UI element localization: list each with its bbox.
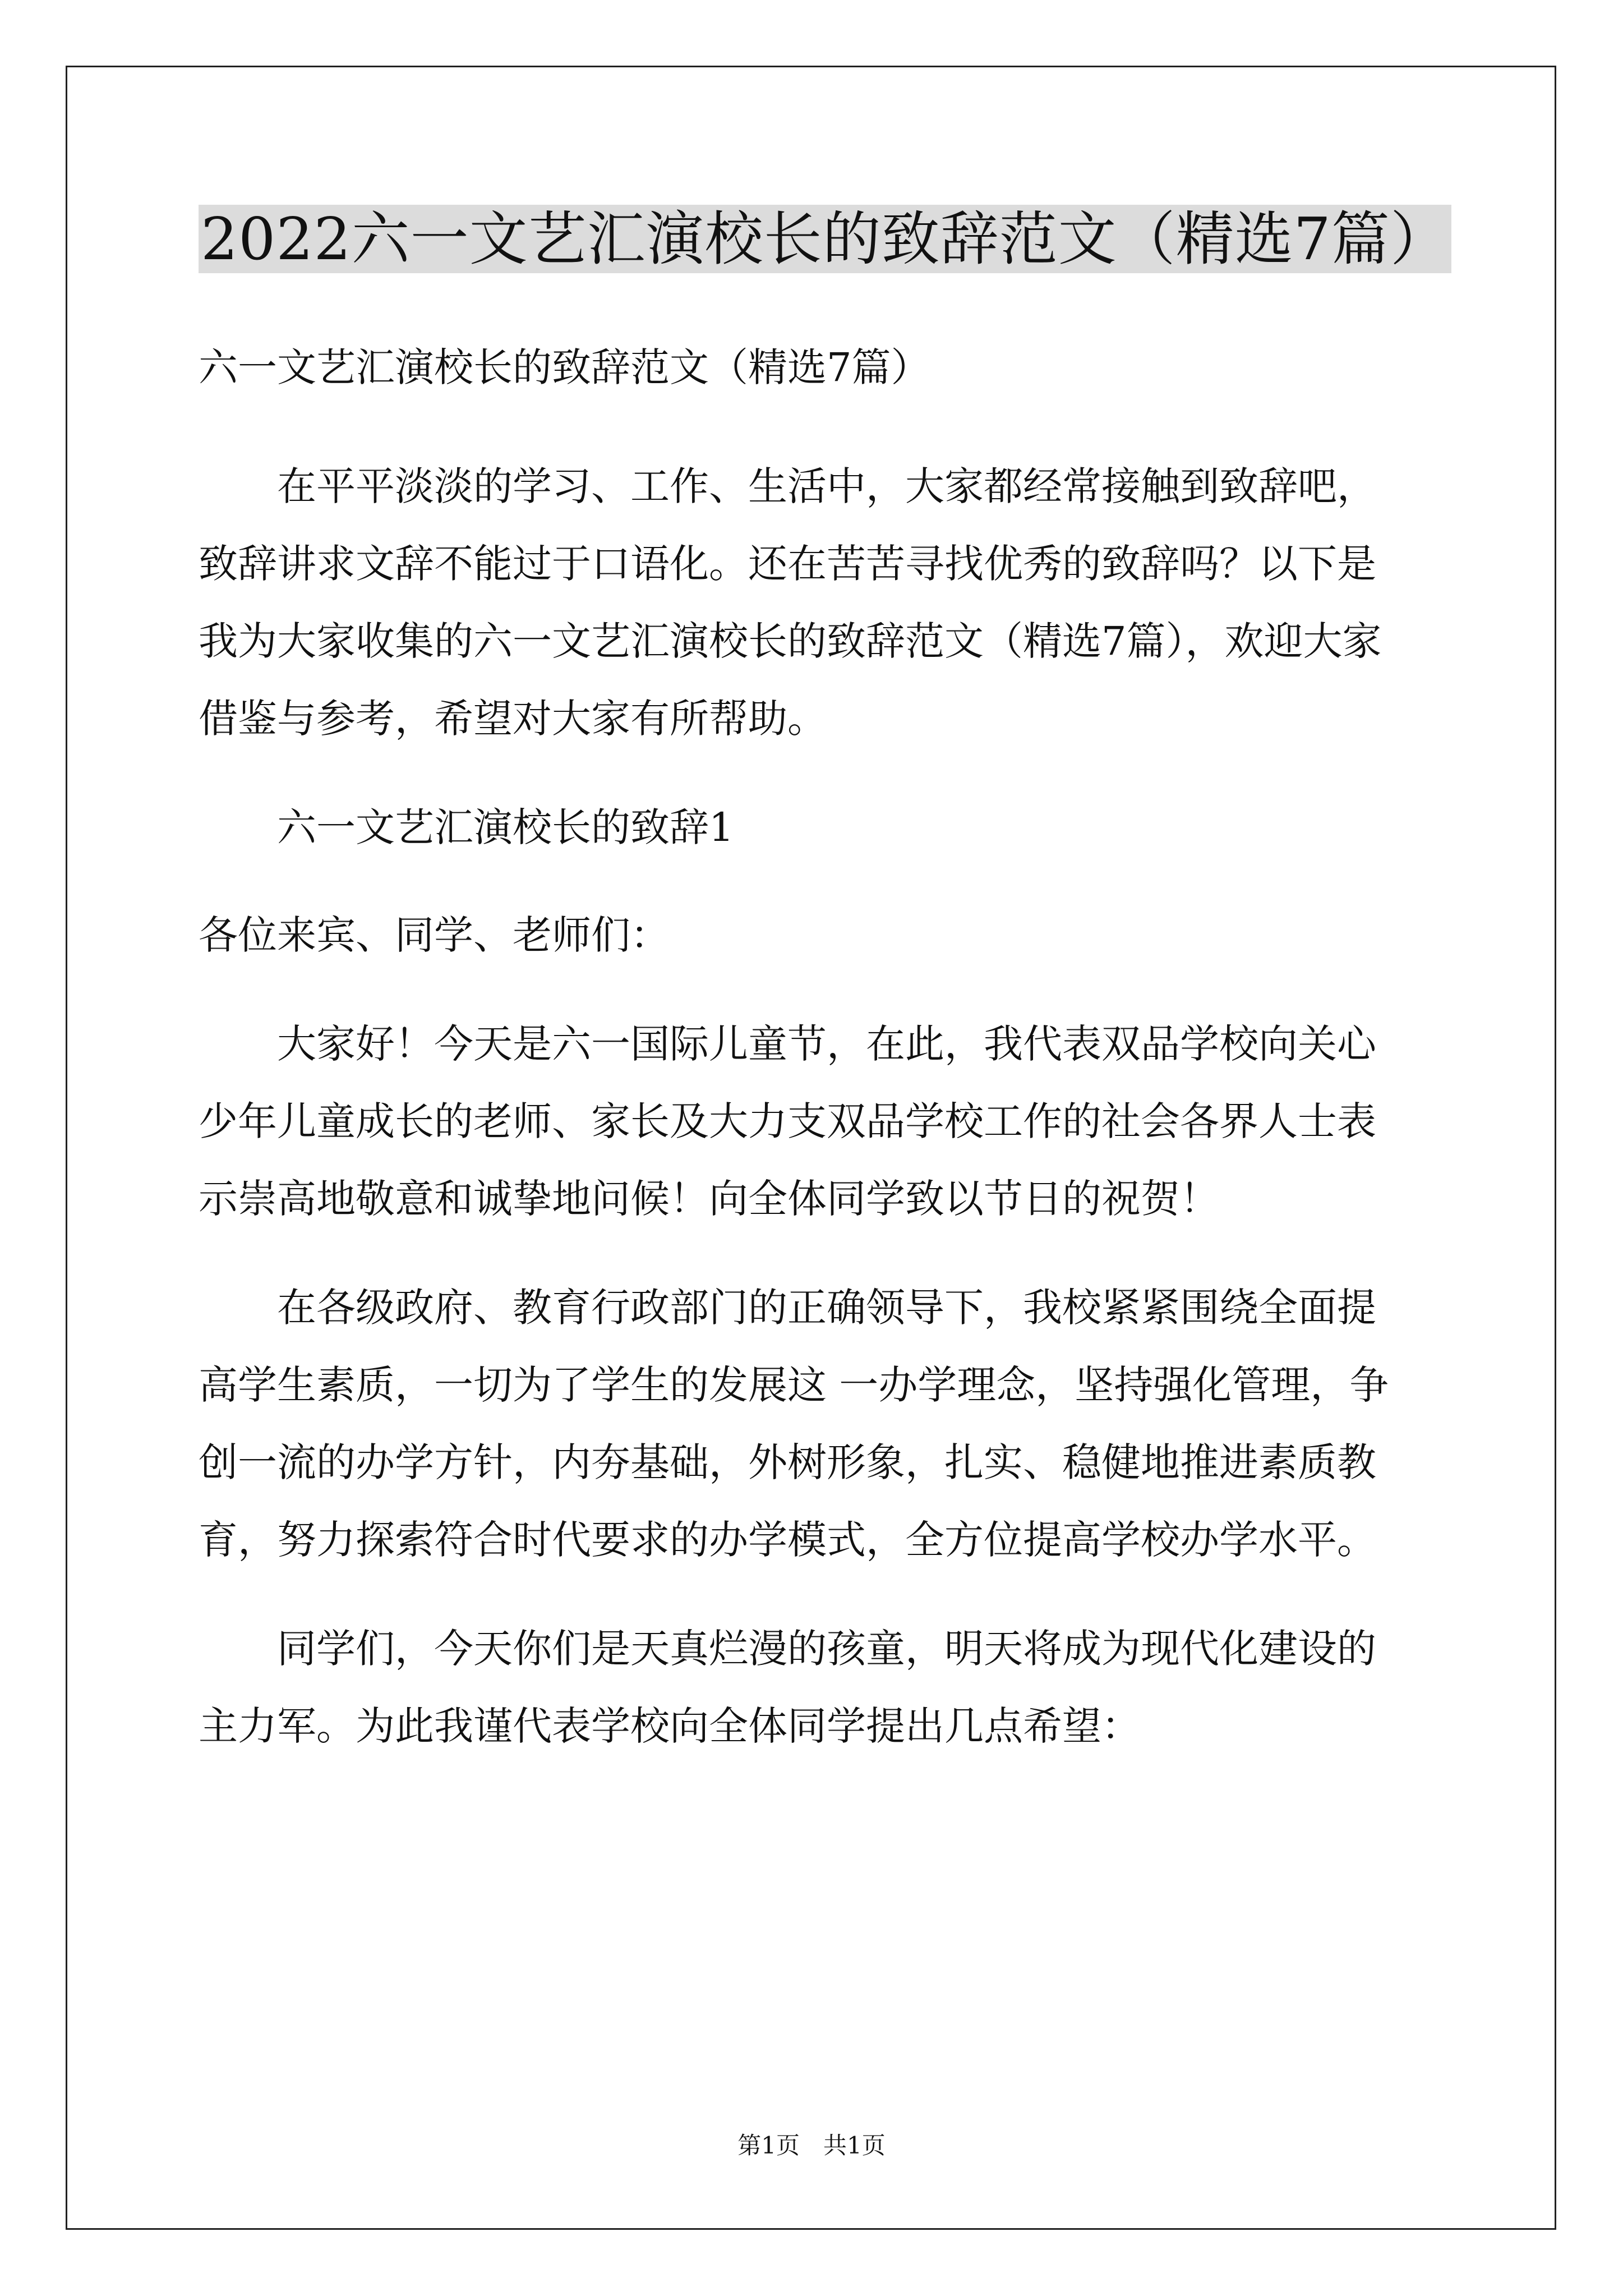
body-line: 在平平淡淡的学习、工作、生活中，大家都经常接触到致辞吧， bbox=[199, 463, 1376, 509]
document-title-text: 2022六一文艺汇演校长的致辞范文（精选7篇） bbox=[199, 205, 1451, 273]
body-line: 同学们，今天你们是天真烂漫的孩童，明天将成为现代化建设的 bbox=[199, 1626, 1376, 1672]
body-line: 在各级政府、教育行政部门的正确领导下，我校紧紧围绕全面提 bbox=[199, 1285, 1376, 1331]
body-line: 创一流的办学方针，内夯基础，外树形象，扎实、稳健地推进素质教 bbox=[199, 1439, 1376, 1485]
body-line: 主力军。为此我谨代表学校向全体同学提出几点希望： bbox=[199, 1703, 1141, 1749]
body-line: 示崇高地敬意和诚挚地问候！向全体同学致以节日的祝贺！ bbox=[199, 1176, 1219, 1222]
body-line: 大家好！今天是六一国际儿童节，在此，我代表双品学校向关心 bbox=[199, 1021, 1376, 1067]
page-number-footer: 第1页 共1页 bbox=[737, 2132, 886, 2159]
body-line: 致辞讲求文辞不能过于口语化。还在苦苦寻找优秀的致辞吗？以下是 bbox=[199, 541, 1376, 587]
section-heading: 六一文艺汇演校长的致辞1 bbox=[199, 804, 734, 850]
salutation-line: 各位来宾、同学、老师们： bbox=[199, 912, 670, 958]
body-line: 借鉴与参考，希望对大家有所帮助。 bbox=[199, 696, 827, 742]
body-line: 少年儿童成长的老师、家长及大力支双品学校工作的社会各界人士表 bbox=[199, 1098, 1376, 1144]
body-line: 育，努力探索符合时代要求的办学模式，全方位提高学校办学水平。 bbox=[199, 1517, 1376, 1563]
body-line: 高学生素质，一切为了学生的发展这 一办学理念，坚持强化管理，争 bbox=[199, 1362, 1389, 1408]
body-line: 我为大家收集的六一文艺汇演校长的致辞范文（精选7篇），欢迎大家 bbox=[199, 618, 1382, 664]
document-title bbox=[199, 200, 1449, 278]
subtitle-line: 六一文艺汇演校长的致辞范文（精选7篇） bbox=[199, 344, 930, 390]
